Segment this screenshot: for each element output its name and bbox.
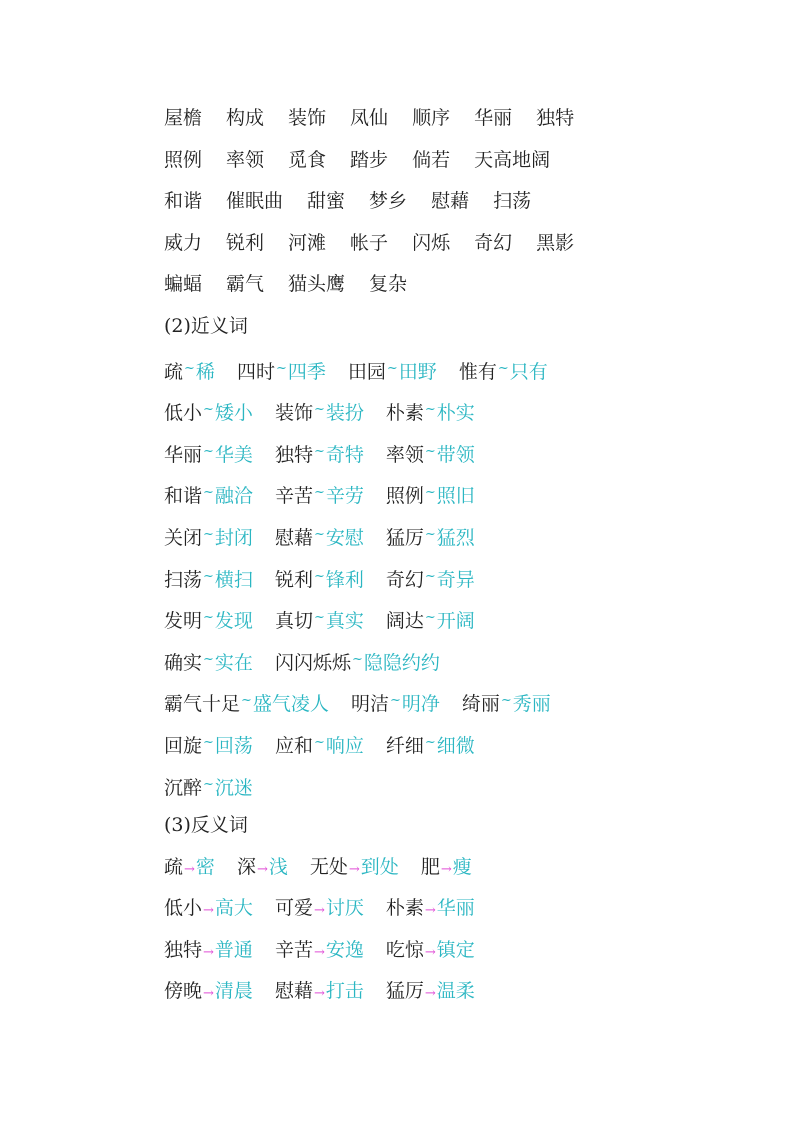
word-pair (164, 722, 253, 768)
arrow-right-icon: → (424, 986, 436, 1002)
vocab-word: 锐利 (226, 231, 265, 254)
answer-word: 到处 (360, 855, 399, 878)
answer-word: 发现 (214, 610, 253, 633)
vocab-word: 构成 (226, 107, 265, 129)
word-pair (386, 431, 475, 477)
word-pair (459, 348, 548, 394)
word-pair (164, 971, 253, 1015)
tilde-icon: ~ (424, 485, 436, 501)
question-word: 四时 (236, 360, 275, 383)
vocabulary-list (164, 98, 724, 306)
vocab-word: 照例 (164, 148, 203, 171)
arrow-right-icon: → (424, 944, 436, 960)
answer-word: 田野 (398, 360, 437, 383)
word-pair (386, 597, 475, 643)
vocab-word: 复杂 (369, 273, 408, 296)
word-pair (462, 680, 551, 726)
arrow-right-icon: → (203, 986, 214, 1002)
vocab-word: 装饰 (288, 107, 327, 129)
answer-word: 镇定 (436, 938, 475, 961)
question-word: 疏 (164, 360, 184, 383)
vocab-word: 帐子 (350, 231, 389, 254)
question-word: 绮丽 (461, 693, 500, 716)
word-pair (386, 722, 475, 768)
vocab-word: 黑影 (536, 231, 575, 254)
word-pair (275, 639, 440, 685)
tilde-icon: ~ (203, 651, 214, 667)
word-pair (386, 930, 475, 974)
answer-word: 照旧 (436, 485, 475, 508)
question-word: 独特 (274, 443, 313, 466)
word-pair (164, 556, 253, 602)
vocab-word: 慰藉 (431, 190, 470, 213)
antonyms-heading: (3)反义词 (164, 814, 248, 837)
word-pair (310, 847, 399, 891)
arrow-right-icon: → (203, 944, 214, 960)
question-word: 深 (236, 855, 256, 878)
pair-row (164, 930, 724, 972)
tilde-icon: ~ (386, 360, 398, 376)
pair-row (164, 389, 724, 431)
answer-word: 四季 (287, 360, 326, 383)
arrow-right-icon: → (313, 944, 325, 960)
question-word: 回旋 (164, 734, 203, 757)
vocab-word: 独特 (536, 107, 575, 129)
question-word: 霸气十足 (164, 693, 241, 716)
word-pair (275, 514, 364, 560)
question-word: 奇幻 (385, 568, 424, 591)
word-pair (275, 472, 364, 518)
vocab-word: 梦乡 (369, 190, 408, 213)
question-word: 慰藉 (274, 980, 313, 1003)
answer-word: 温柔 (436, 980, 475, 1003)
tilde-icon: ~ (424, 610, 436, 626)
answer-word: 安慰 (325, 526, 364, 549)
vocab-word: 和谐 (164, 190, 203, 213)
pair-row (164, 680, 724, 722)
word-pair (275, 556, 364, 602)
vocab-word: 踏步 (350, 148, 389, 171)
word-pair (386, 888, 475, 932)
word-pair (164, 597, 253, 643)
question-word: 朴素 (385, 897, 424, 920)
vocab-word: 威力 (164, 231, 203, 254)
pair-row (164, 722, 724, 764)
tilde-icon: ~ (424, 734, 436, 750)
answer-word: 响应 (325, 734, 364, 757)
vocab-word: 顺序 (412, 107, 451, 129)
synonyms-heading: (2)近义词 (164, 314, 248, 337)
answer-word: 只有 (509, 360, 548, 383)
question-word: 率领 (385, 443, 424, 466)
tilde-icon: ~ (424, 402, 436, 418)
pair-row (164, 556, 724, 598)
answer-word: 秀丽 (512, 693, 551, 716)
pair-row (164, 764, 724, 806)
answer-word: 装扮 (325, 402, 364, 425)
vocab-word: 奇幻 (474, 231, 513, 254)
tilde-icon: ~ (424, 568, 436, 584)
answer-word: 封闭 (214, 526, 253, 549)
vocab-word: 天高地阔 (474, 148, 551, 171)
question-word: 慰藉 (274, 526, 313, 549)
word-pair (348, 348, 437, 394)
question-word: 纤细 (385, 734, 424, 757)
question-word: 辛苦 (274, 938, 313, 961)
tilde-icon: ~ (203, 402, 214, 418)
tilde-icon: ~ (203, 526, 214, 542)
word-pair (275, 930, 364, 974)
answer-word: 稀 (195, 360, 215, 383)
word-pair (275, 597, 364, 643)
answer-word: 沉迷 (214, 776, 253, 799)
word-pair (386, 389, 475, 435)
answer-word: 真实 (325, 610, 364, 633)
answer-word: 猛烈 (436, 526, 475, 549)
word-pair (164, 431, 253, 477)
word-pair (164, 472, 253, 518)
word-pair (164, 764, 253, 810)
vocab-word: 倘若 (412, 148, 451, 171)
vocab-word: 猫头鹰 (288, 273, 346, 296)
question-word: 华丽 (164, 443, 203, 466)
vocab-word: 蝙蝠 (164, 273, 203, 296)
answer-word: 盛气凌人 (252, 693, 329, 716)
answer-word: 清晨 (214, 980, 253, 1003)
answer-word: 瘦 (452, 855, 472, 878)
vocab-word: 觅食 (288, 148, 327, 171)
word-pair (386, 472, 475, 518)
tilde-icon: ~ (351, 651, 363, 667)
question-word: 猛厉 (385, 980, 424, 1003)
question-word: 关闭 (164, 526, 203, 549)
arrow-right-icon: → (313, 903, 325, 919)
answer-word: 辛劳 (325, 485, 364, 508)
question-word: 阔达 (385, 610, 424, 633)
arrow-right-icon: → (203, 903, 214, 919)
tilde-icon: ~ (203, 734, 214, 750)
tilde-icon: ~ (203, 610, 214, 626)
worksheet-page (164, 98, 724, 1013)
answer-word: 锋利 (325, 568, 364, 591)
word-pair (421, 847, 472, 891)
word-pair (164, 888, 253, 932)
answer-word: 朴实 (436, 402, 475, 425)
question-word: 肥 (420, 855, 440, 878)
word-pair (164, 680, 329, 726)
question-word: 锐利 (274, 568, 313, 591)
tilde-icon: ~ (203, 568, 214, 584)
vocab-row (164, 98, 724, 140)
arrow-right-icon: → (184, 861, 195, 877)
question-word: 扫荡 (164, 568, 203, 591)
question-word: 无处 (309, 855, 348, 878)
answer-word: 隐隐约约 (363, 651, 440, 674)
answer-word: 奇特 (325, 443, 364, 466)
word-pair (237, 348, 326, 394)
arrow-right-icon: → (440, 861, 452, 877)
tilde-icon: ~ (203, 776, 214, 792)
pair-row (164, 888, 724, 930)
answer-word: 华美 (214, 443, 253, 466)
pair-row (164, 431, 724, 473)
pair-row (164, 348, 724, 390)
pair-row (164, 639, 724, 681)
vocab-row (164, 264, 724, 306)
question-word: 确实 (164, 651, 203, 674)
question-word: 傍晚 (164, 980, 203, 1003)
question-word: 独特 (164, 938, 203, 961)
tilde-icon: ~ (184, 360, 195, 376)
tilde-icon: ~ (497, 360, 509, 376)
vocab-row (164, 223, 724, 265)
question-word: 猛厉 (385, 526, 424, 549)
pair-row (164, 971, 724, 1013)
tilde-icon: ~ (500, 693, 512, 709)
answer-word: 开阔 (436, 610, 475, 633)
tilde-icon: ~ (313, 485, 325, 501)
pair-row (164, 597, 724, 639)
answer-word: 高大 (214, 897, 253, 920)
word-pair (164, 389, 253, 435)
arrow-right-icon: → (424, 903, 436, 919)
word-pair (164, 639, 253, 685)
tilde-icon: ~ (313, 610, 325, 626)
word-pair (164, 348, 215, 394)
answer-word: 普通 (214, 938, 253, 961)
vocab-word: 河滩 (288, 231, 327, 254)
vocab-word: 闪烁 (412, 231, 451, 254)
vocab-word: 甜蜜 (307, 190, 346, 213)
arrow-right-icon: → (313, 986, 325, 1002)
answer-word: 融洽 (214, 485, 253, 508)
word-pair (237, 847, 288, 891)
question-word: 明洁 (350, 693, 389, 716)
tilde-icon: ~ (313, 443, 325, 459)
vocab-word: 屋檐 (164, 107, 203, 129)
tilde-icon: ~ (424, 443, 436, 459)
answer-word: 安逸 (325, 938, 364, 961)
vocab-word: 率领 (226, 148, 265, 171)
answer-word: 密 (195, 855, 215, 878)
pair-row (164, 472, 724, 514)
arrow-right-icon: → (348, 861, 360, 877)
question-word: 惟有 (458, 360, 497, 383)
question-word: 装饰 (274, 402, 313, 425)
question-word: 朴素 (385, 402, 424, 425)
word-pair (275, 389, 364, 435)
question-word: 闪闪烁烁 (274, 651, 351, 674)
vocab-word: 扫荡 (493, 190, 532, 213)
word-pair (386, 556, 475, 602)
word-pair (351, 680, 440, 726)
antonyms-list (164, 847, 724, 1013)
word-pair (386, 971, 475, 1015)
question-word: 应和 (274, 734, 313, 757)
vocab-word: 催眠曲 (226, 190, 284, 213)
answer-word: 奇异 (436, 568, 475, 591)
answer-word: 华丽 (436, 897, 475, 920)
tilde-icon: ~ (203, 443, 214, 459)
tilde-icon: ~ (275, 360, 287, 376)
tilde-icon: ~ (313, 734, 325, 750)
question-word: 疏 (164, 855, 184, 878)
question-word: 真切 (274, 610, 313, 633)
vocab-word: 华丽 (474, 107, 513, 129)
answer-word: 细微 (436, 734, 475, 757)
pair-row (164, 847, 724, 889)
word-pair (275, 722, 364, 768)
answer-word: 带领 (436, 443, 475, 466)
word-pair (275, 431, 364, 477)
word-pair (275, 888, 364, 932)
answer-word: 浅 (268, 855, 288, 878)
word-pair (386, 514, 475, 560)
answer-word: 讨厌 (325, 897, 364, 920)
vocab-word: 凤仙 (350, 107, 389, 129)
question-word: 照例 (385, 485, 424, 508)
word-pair (164, 847, 215, 891)
answer-word: 矮小 (214, 402, 253, 425)
question-word: 辛苦 (274, 485, 313, 508)
arrow-right-icon: → (256, 861, 268, 877)
word-pair (275, 971, 364, 1015)
synonyms-list (164, 348, 724, 806)
tilde-icon: ~ (389, 693, 401, 709)
tilde-icon: ~ (313, 568, 325, 584)
question-word: 发明 (164, 610, 203, 633)
word-pair (164, 930, 253, 974)
answer-word: 实在 (214, 651, 253, 674)
question-word: 吃惊 (385, 938, 424, 961)
vocab-row (164, 140, 724, 182)
pair-row (164, 514, 724, 556)
tilde-icon: ~ (241, 693, 252, 709)
tilde-icon: ~ (203, 485, 214, 501)
question-word: 沉醉 (164, 776, 203, 799)
question-word: 可爱 (274, 897, 313, 920)
tilde-icon: ~ (313, 402, 325, 418)
tilde-icon: ~ (313, 526, 325, 542)
word-pair (164, 514, 253, 560)
vocab-word: 霸气 (226, 273, 265, 296)
answer-word: 横扫 (214, 568, 253, 591)
question-word: 和谐 (164, 485, 203, 508)
question-word: 低小 (164, 897, 203, 920)
question-word: 田园 (347, 360, 386, 383)
question-word: 低小 (164, 402, 203, 425)
answer-word: 回荡 (214, 734, 253, 757)
answer-word: 打击 (325, 980, 364, 1003)
vocab-row (164, 181, 724, 223)
answer-word: 明净 (401, 693, 440, 716)
tilde-icon: ~ (424, 526, 436, 542)
